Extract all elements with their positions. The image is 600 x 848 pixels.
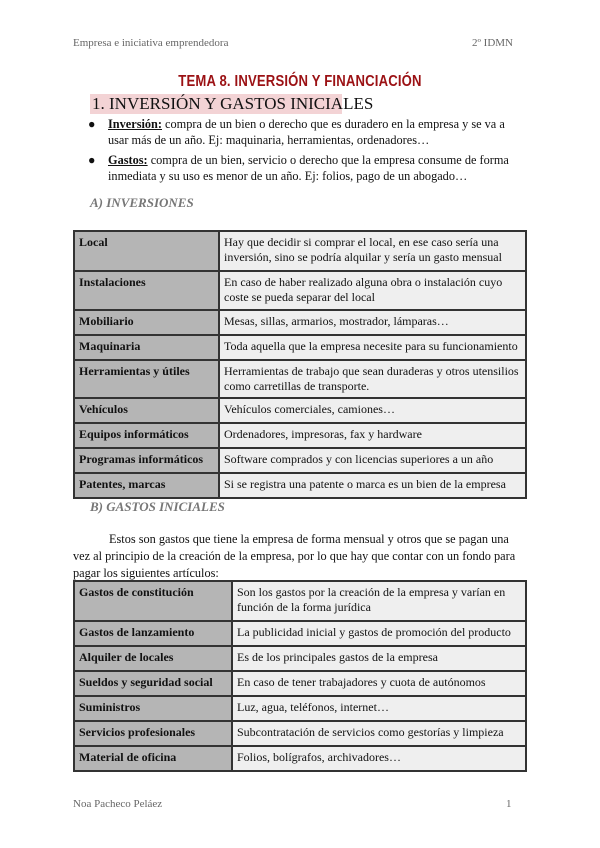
- row-description: Vehículos comerciales, camiones…: [219, 398, 526, 423]
- row-description: Luz, agua, teléfonos, internet…: [232, 696, 526, 721]
- table-row: [74, 621, 526, 646]
- row-description: En caso de haber realizado alguna obra o instalación cuyo coste se pueda separar del local: [219, 271, 526, 310]
- row-description: La publicidad inicial y gastos de promoción del producto: [232, 621, 526, 646]
- table-row: [74, 310, 526, 335]
- header-subject: Empresa e iniciativa emprendedora: [73, 37, 229, 49]
- table-row: [74, 671, 526, 696]
- row-description: Son los gastos por la creación de la empresa y varían en función de la forma jurídica: [232, 581, 526, 621]
- row-description: Mesas, sillas, armarios, mostrador, lámparas…: [219, 310, 526, 335]
- row-description: En caso de tener trabajadores y cuota de autónomos: [232, 671, 526, 696]
- row-label: Programas informáticos: [74, 448, 219, 473]
- section-heading: 1. INVERSIÓN Y GASTOS INICIALES: [92, 94, 374, 113]
- row-label: Alquiler de locales: [74, 646, 232, 671]
- table-row: [74, 423, 526, 448]
- header-course: 2º IDMN: [472, 37, 513, 49]
- inversiones-table: [73, 230, 527, 499]
- row-label: Equipos informáticos: [74, 423, 219, 448]
- page-title: TEMA 8. INVERSIÓN Y FINANCIACIÓN: [178, 73, 422, 90]
- row-label: Sueldos y seguridad social: [74, 671, 232, 696]
- row-label: Herramientas y útiles: [74, 360, 219, 398]
- footer-author: Noa Pacheco Peláez: [73, 798, 163, 810]
- table-row: [74, 231, 526, 271]
- subheading-inversiones: A) INVERSIONES: [90, 195, 194, 210]
- row-description: Si se registra una patente o marca es un bien de la empresa: [219, 473, 526, 498]
- row-label: Gastos de lanzamiento: [74, 621, 232, 646]
- page-number: 1: [506, 798, 512, 810]
- table-row: [74, 335, 526, 360]
- row-label: Material de oficina: [74, 746, 232, 771]
- gastos-table: [73, 580, 527, 772]
- row-label: Local: [74, 231, 219, 271]
- bullet-inversion: [88, 116, 528, 148]
- definition-list: [88, 116, 528, 188]
- table-row: [74, 473, 526, 498]
- row-label: Servicios profesionales: [74, 721, 232, 746]
- definition: compra de un bien o derecho que es duradero en la empresa y se va a usar más de un año. Ej: maquinaria, herramientas, ordenadores…: [108, 117, 505, 147]
- table-row: [74, 696, 526, 721]
- bullet-icon: ●: [88, 117, 96, 131]
- row-description: Herramientas de trabajo que sean duraderas y otros utensilios como carretillas de transporte.: [219, 360, 526, 398]
- term: Inversión:: [108, 117, 162, 131]
- term: Gastos:: [108, 153, 148, 167]
- table-row: [74, 271, 526, 310]
- row-label: Vehículos: [74, 398, 219, 423]
- row-description: Ordenadores, impresoras, fax y hardware: [219, 423, 526, 448]
- definition: compra de un bien, servicio o derecho que la empresa consume de forma inmediata y su uso es menor de un año. Ej: folios, pago de un abogado…: [108, 153, 509, 183]
- row-description: Subcontratación de servicios como gestorías y limpieza: [232, 721, 526, 746]
- row-description: Es de los principales gastos de la empresa: [232, 646, 526, 671]
- row-description: Hay que decidir si comprar el local, en ese caso sería una inversión, sino se podría alquilar y sería un gasto mensual: [219, 231, 526, 271]
- row-description: Folios, bolígrafos, archivadores…: [232, 746, 526, 771]
- subheading-gastos: B) GASTOS INICIALES: [90, 499, 225, 514]
- row-label: Instalaciones: [74, 271, 219, 310]
- table-row: [74, 746, 526, 771]
- table-row: [74, 360, 526, 398]
- row-description: Software comprados y con licencias superiores a un año: [219, 448, 526, 473]
- table-row: [74, 581, 526, 621]
- table-row: [74, 448, 526, 473]
- table-row: [74, 721, 526, 746]
- row-label: Gastos de constitución: [74, 581, 232, 621]
- bullet-icon: ●: [88, 153, 96, 167]
- gastos-intro: Estos son gastos que tiene la empresa de forma mensual y otros que se pagan una vez al principio de la creación de la empresa, por lo que hay que contar con un fondo para pagar los siguientes artículos:: [73, 532, 516, 580]
- row-label: Mobiliario: [74, 310, 219, 335]
- table-row: [74, 646, 526, 671]
- bullet-gastos: [88, 152, 528, 184]
- row-label: Maquinaria: [74, 335, 219, 360]
- table-row: [74, 398, 526, 423]
- row-label: Suministros: [74, 696, 232, 721]
- row-label: Patentes, marcas: [74, 473, 219, 498]
- row-description: Toda aquella que la empresa necesite para su funcionamiento: [219, 335, 526, 360]
